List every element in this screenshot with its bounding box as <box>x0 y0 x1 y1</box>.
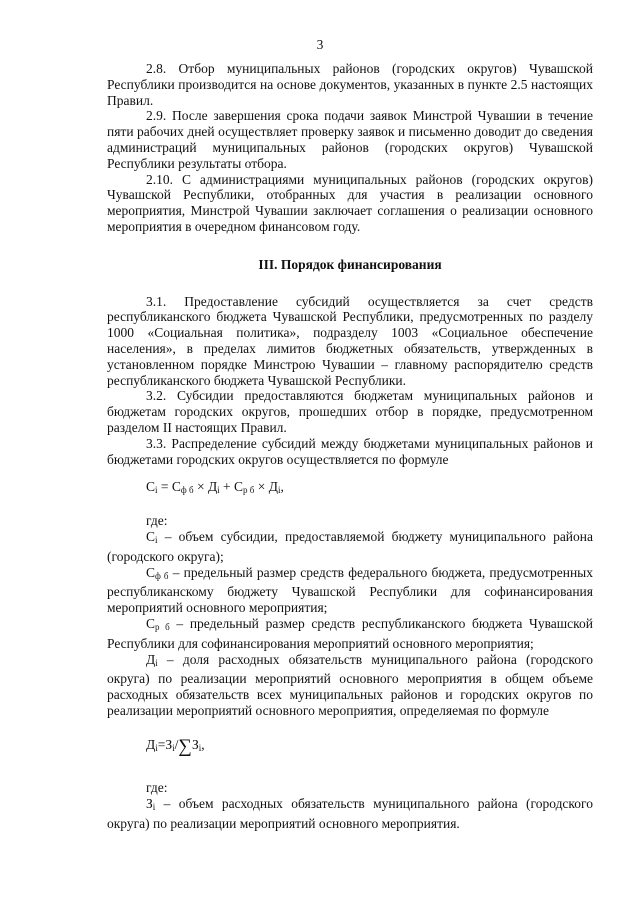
page-number: 3 <box>316 37 324 52</box>
subsidy-formula: $C_i = C_{ф б} \times Д_i + C_{р б} \times Д_i$, <box>146 479 284 496</box>
where-label: где: <box>146 513 168 529</box>
definition-zi: $З_i$ – объем расходных обязательств муниципального района (городского округа) по реализации мероприятий основного мероприятия. <box>107 796 593 832</box>
sum-symbol: ∑ <box>178 735 192 757</box>
paragraph-2-9: 2.9. После завершения срока подачи заявок Минстрой Чувашии в течение пяти рабочих дней осуществляет проверку заявок и письменно доводит до сведения администраций муниципальных районов (городских округов) Чувашской Республики результаты отбора. <box>107 108 593 171</box>
paragraph-2-8: 2.8. Отбор муниципальных районов (городских округов) Чувашской Республики производится на основе документов, указанных в пункте 2.5 настоящих Правил. <box>107 61 593 108</box>
definition-di: $Д_i$ – доля расходных обязательств муниципального района (городского округа) по реализации мероприятий основного мероприятия в общем объеме расходных обязательств всех муниципальных районов и городских округов по реализации мероприятий основного мероприятия, определяемая по формуле <box>107 651 593 718</box>
paragraph-3-1: 3.1. Предоставление субсидий осуществляется за счет средств республиканского бюджета Чувашской Республики, предусмотренных по разделу 1000 «Социальная политика», подразделу 1003 «Социальное обеспечение населения», в пределах лимитов бюджетных обязательств, утвержденных в установленном порядке Минстрою Чувашии – главному распорядителю средств республиканского бюджета Чувашской Республики. <box>107 293 593 388</box>
where-label-2: где: <box>146 780 168 796</box>
document-body <box>107 61 593 832</box>
definition-ci: $C_i$ – объем субсидии, предоставляемой бюджету муниципального района (городского округа); <box>107 528 593 564</box>
share-formula: $Д_i=З_i/\sum З_i$, <box>146 735 205 757</box>
section-heading: III. Порядок финансирования <box>258 256 442 272</box>
definition-crb: $C_{р б}$ – предельный размер средств республиканского бюджета Чувашской Республики для софинансирования мероприятий основного мероприятия; <box>107 615 593 651</box>
paragraph-2-10: 2.10. С администрациями муниципальных районов (городских округов) Чувашской Республики, отобранных для участия в реализации основного мероприятия, Минстрой Чувашии заключает соглашения о реализации основного мероприятия в очередном финансовом году. <box>107 171 593 234</box>
paragraph-3-3: 3.3. Распределение субсидий между бюджетами муниципальных районов и бюджетами городских округов осуществляется по формуле <box>107 435 593 467</box>
paragraph-3-2: 3.2. Субсидии предоставляются бюджетам муниципальных районов и бюджетам городских округов, прошедших отбор в порядке, предусмотренном разделом II настоящих Правил. <box>107 388 593 435</box>
definition-cfb: $C_{ф б}$ – предельный размер средств федерального бюджета, предусмотренных республиканскому бюджету Чувашской Республики для софинансирования мероприятий основного мероприятия; <box>107 564 593 616</box>
